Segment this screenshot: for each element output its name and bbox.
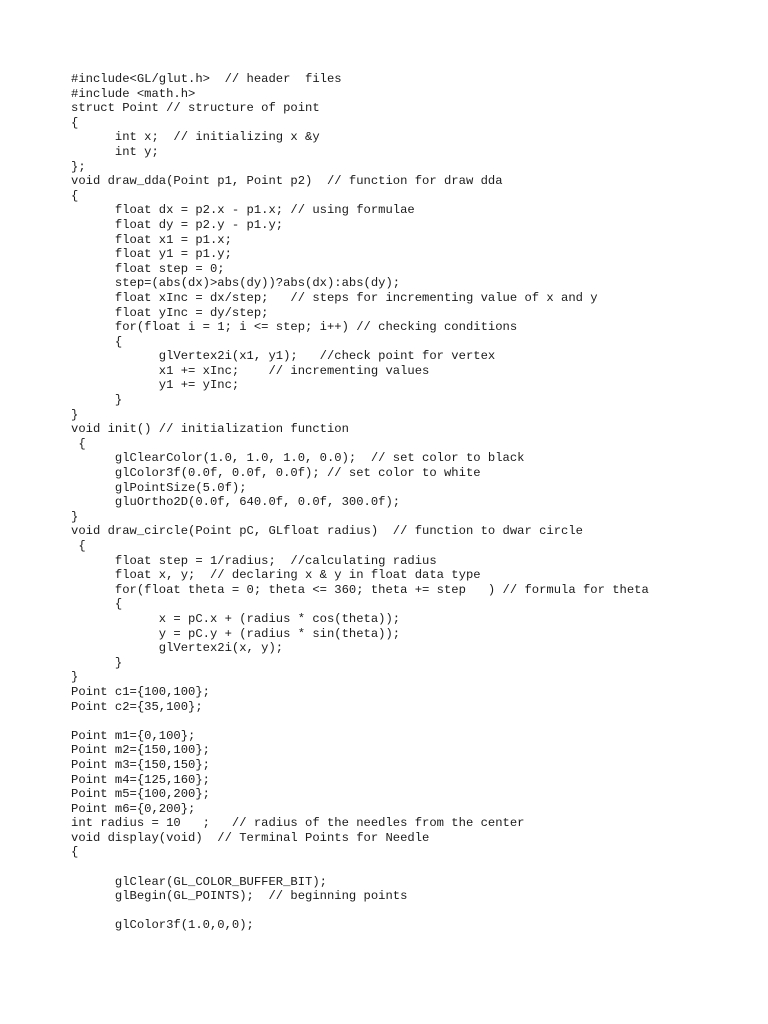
code-line: glClear(GL_COLOR_BUFFER_BIT); [71,874,327,889]
code-line: float x1 = p1.x; [71,232,232,247]
code-line: y = pC.y + (radius * sin(theta)); [71,626,401,641]
code-line: float xInc = dx/step; // steps for incrementing value of x and y [71,290,598,305]
code-line: float dx = p2.x - p1.x; // using formulae [71,203,415,218]
code-line: #include<GL/glut.h> // header files [71,72,342,86]
code-line: { [71,188,79,203]
code-line: glClearColor(1.0, 1.0, 1.0, 0.0); // set color to black [71,451,525,466]
code-line: void draw_circle(Point pC, GLfloat radius) // function to dwar circle [71,524,583,539]
code-line: glColor3f(1.0,0,0); [71,918,254,933]
code-line: #include <math.h> [71,86,196,101]
code-line: glPointSize(5.0f); [71,480,247,495]
code-line: } [71,655,123,670]
code-line: } [71,407,79,422]
code-line: Point m4={125,160}; [71,772,210,787]
code-line: void init() // initialization function [71,422,349,437]
code-line: float y1 = p1.y; [71,247,232,262]
code-line: step=(abs(dx)>abs(dy))?abs(dx):abs(dy); [71,276,401,291]
code-line: Point c1={100,100}; [71,684,210,699]
code-line: { [71,845,79,860]
code-line: { [71,597,123,612]
code-line: struct Point // structure of point [71,101,320,116]
code-line: void display(void) // Terminal Points for Needle [71,830,430,845]
code-line: } [71,670,79,685]
code-line: int x; // initializing x &y [71,130,320,145]
code-line: { [71,334,123,349]
code-line: Point m3={150,150}; [71,757,210,772]
code-line: y1 += yInc; [71,378,240,393]
code-line: glVertex2i(x, y); [71,641,284,656]
code-line: for(float i = 1; i <= step; i++) // checking conditions [71,320,518,335]
code-line: { [71,436,86,451]
code-line: }; [71,159,86,174]
code-line: float yInc = dy/step; [71,305,269,320]
code-line: } [71,509,79,524]
code-line: float dy = p2.y - p1.y; [71,217,284,232]
code-line: glColor3f(0.0f, 0.0f, 0.0f); // set color to white [71,466,481,481]
code-line: glBegin(GL_POINTS); // beginning points [71,889,408,904]
code-line: glVertex2i(x1, y1); //check point for vertex [71,349,496,364]
code-line: float x, y; // declaring x & y in float data type [71,568,481,583]
code-listing [71,72,649,933]
code-line: Point m6={0,200}; [71,801,196,816]
code-line [71,904,649,919]
code-line: void draw_dda(Point p1, Point p2) // function for draw dda [71,174,503,189]
code-line: float step = 0; [71,261,225,276]
code-line: { [71,539,86,553]
code-line [71,714,649,729]
code-line: int radius = 10 ; // radius of the needles from the center [71,816,525,831]
code-line: gluOrtho2D(0.0f, 640.0f, 0.0f, 300.0f); [71,495,401,510]
code-line: Point m1={0,100}; [71,728,196,743]
code-line [71,860,649,875]
code-line: { [71,115,79,130]
code-line: x1 += xInc; // incrementing values [71,363,430,378]
code-line: Point m5={100,200}; [71,787,210,802]
code-line: Point m2={150,100}; [71,743,210,758]
code-line: float step = 1/radius; //calculating radius [71,553,437,568]
code-line: x = pC.x + (radius * cos(theta)); [71,611,401,626]
code-line: for(float theta = 0; theta <= 360; theta += step ) // formula for theta [71,582,649,597]
code-line: int y; [71,144,159,159]
code-line: } [71,393,123,408]
code-line: Point c2={35,100}; [71,699,203,714]
